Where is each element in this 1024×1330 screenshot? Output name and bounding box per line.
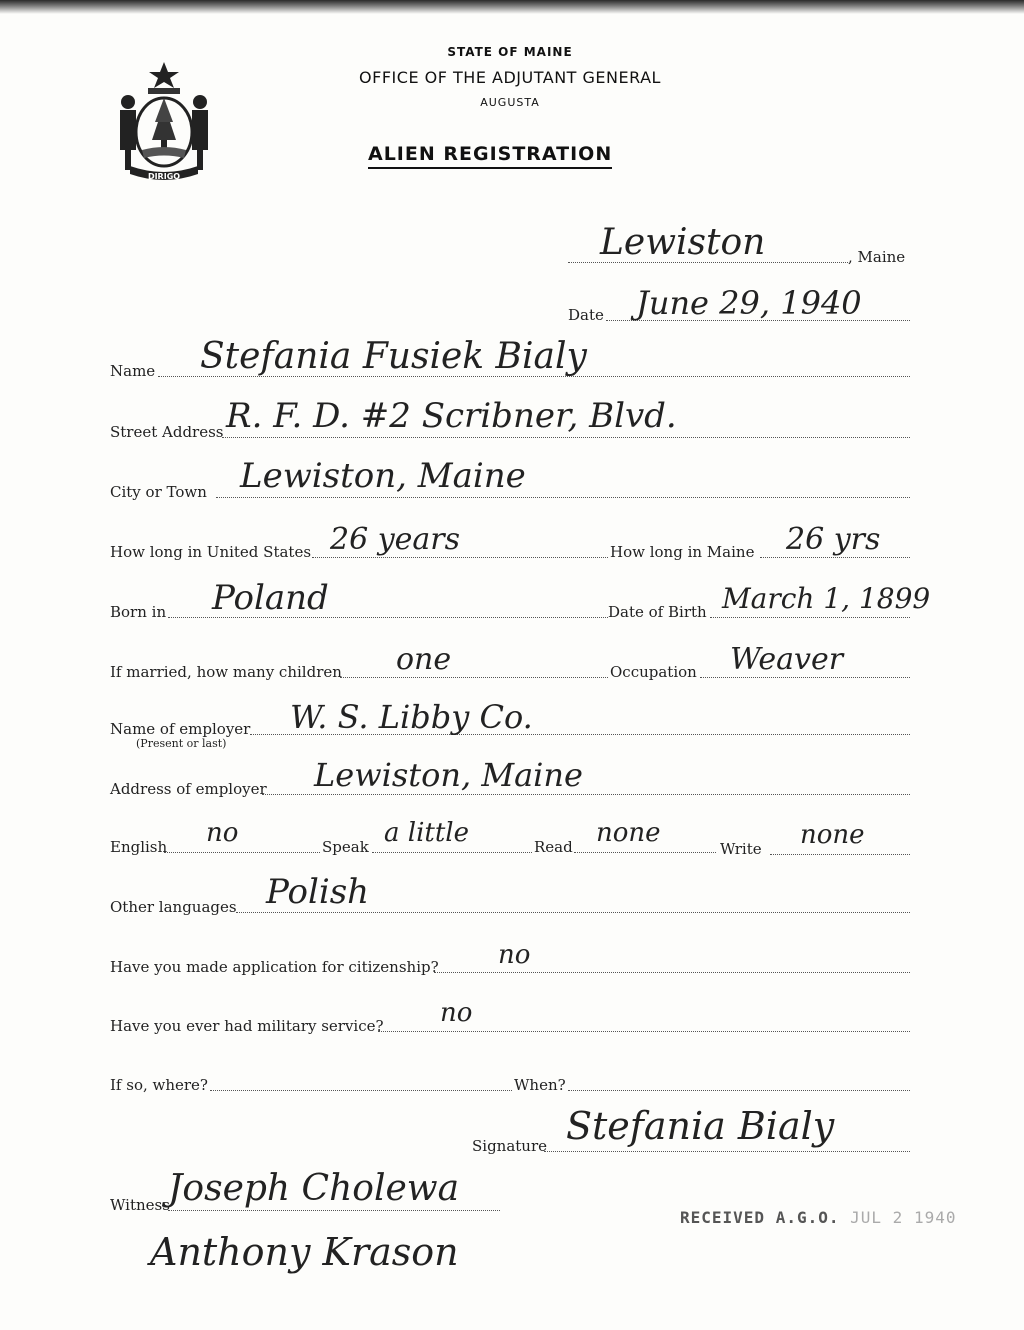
witness-1-value[interactable]: Joseph Cholewa (168, 1168, 460, 1209)
scan-border (0, 0, 1024, 14)
state-seal-icon (108, 58, 220, 186)
signature-line (544, 1151, 910, 1152)
received-stamp-date: JUL 2 1940 (850, 1208, 957, 1227)
occupation-line (700, 677, 910, 678)
born-in-value[interactable]: Poland (212, 578, 329, 618)
employer-address-label: Address of employer (110, 780, 267, 798)
write-label: Write (720, 840, 762, 858)
when-label: When? (514, 1076, 566, 1094)
city-value[interactable]: Lewiston, Maine (240, 456, 526, 496)
signature-label: Signature (472, 1137, 548, 1155)
occupation-label: Occupation (610, 663, 697, 681)
city-label: City or Town (110, 483, 207, 501)
received-stamp-text: RECEIVED A.G.O. (680, 1208, 840, 1227)
date-of-birth-line (710, 617, 910, 618)
speak-label: Speak (322, 838, 369, 856)
read-line (574, 852, 716, 853)
witness-2-value[interactable]: Anthony Krason (150, 1230, 459, 1274)
born-in-label: Born in (110, 603, 167, 621)
employer-value[interactable]: W. S. Libby Co. (290, 698, 533, 736)
write-value[interactable]: none (800, 820, 865, 850)
received-stamp (680, 1208, 956, 1227)
write-line (770, 854, 910, 855)
seal-motto: DIRIGO (147, 172, 181, 181)
employer-address-value[interactable]: Lewiston, Maine (314, 756, 583, 794)
speak-value[interactable]: a little (384, 818, 469, 848)
how-long-us-label: How long in United States (110, 543, 312, 561)
employer-label: Name of employer (110, 720, 251, 738)
other-languages-label: Other languages (110, 898, 237, 916)
where-line (210, 1090, 512, 1091)
occupation-value[interactable]: Weaver (730, 642, 844, 677)
form-title: ALIEN REGISTRATION (368, 143, 612, 169)
military-value[interactable]: no (440, 998, 473, 1028)
children-label: If married, how many children (110, 663, 342, 681)
how-long-us-line (312, 557, 608, 558)
city-line (216, 497, 910, 498)
name-label: Name (110, 362, 156, 380)
where-label: If so, where? (110, 1076, 208, 1094)
english-line (164, 852, 320, 853)
street-value[interactable]: R. F. D. #2 Scribner, Blvd. (226, 396, 677, 436)
header-state: STATE OF MAINE (447, 45, 573, 59)
street-label: Street Address (110, 423, 224, 441)
street-line (222, 437, 910, 438)
citizenship-value[interactable]: no (498, 940, 531, 970)
military-label: Have you ever had military service? (110, 1017, 384, 1035)
header-city: AUGUSTA (480, 96, 540, 109)
header-office: OFFICE OF THE ADJUTANT GENERAL (359, 68, 661, 87)
witness-label: Witness (110, 1196, 170, 1214)
place-value[interactable]: Lewiston (600, 222, 766, 263)
date-of-birth-value[interactable]: March 1, 1899 (722, 582, 931, 615)
children-value[interactable]: one (396, 642, 452, 677)
read-label: Read (534, 838, 573, 856)
how-long-us-value[interactable]: 26 years (330, 522, 461, 557)
citizenship-label: Have you made application for citizenship? (110, 958, 439, 976)
english-value[interactable]: no (206, 818, 239, 848)
how-long-maine-line (760, 557, 910, 558)
name-value[interactable]: Stefania Fusiek Bialy (200, 336, 587, 377)
read-value[interactable]: none (596, 818, 661, 848)
how-long-maine-value[interactable]: 26 yrs (786, 522, 881, 557)
children-line (340, 677, 608, 678)
citizenship-line (434, 972, 910, 973)
other-languages-line (236, 912, 910, 913)
date-of-birth-label: Date of Birth (608, 603, 707, 621)
employer-address-line (262, 794, 910, 795)
employer-sublabel: (Present or last) (136, 737, 227, 750)
military-line (378, 1031, 910, 1032)
how-long-maine-label: How long in Maine (610, 543, 755, 561)
date-label: Date (568, 306, 604, 324)
witness-line (168, 1210, 500, 1211)
date-value[interactable]: June 29, 1940 (636, 284, 862, 322)
speak-line (372, 852, 532, 853)
place-suffix: , Maine (848, 248, 906, 266)
signature-value[interactable]: Stefania Bialy (566, 1104, 835, 1148)
other-languages-value[interactable]: Polish (266, 872, 370, 912)
when-line (568, 1090, 910, 1091)
english-label: English (110, 838, 168, 856)
